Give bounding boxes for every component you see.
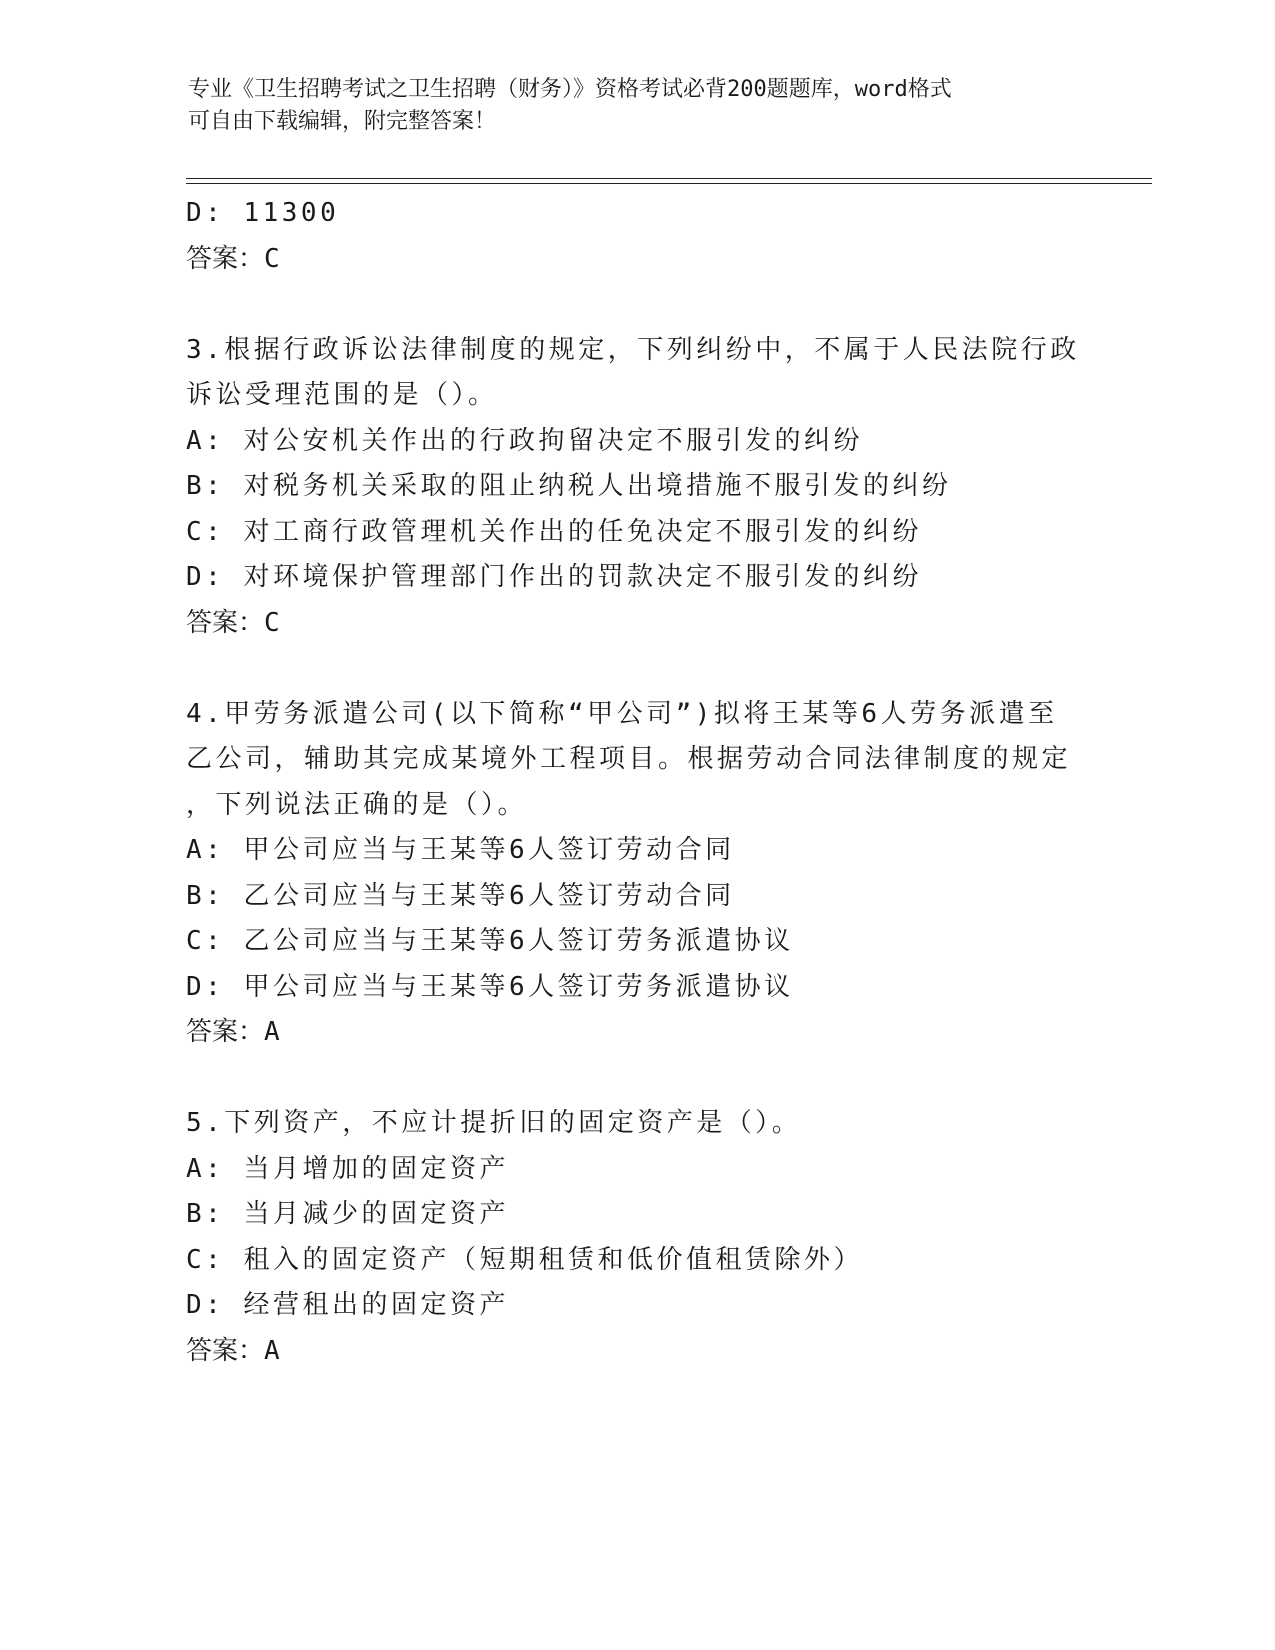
question-3 xyxy=(186,328,1086,647)
question-text: 3.根据行政诉讼法律制度的规定，下列纠纷中，不属于人民法院行政 xyxy=(186,334,1080,365)
option-b: B: 对税务机关采取的阻止纳税人出境措施不服引发的纠纷 xyxy=(186,471,952,501)
option-c: C: 租入的固定资产（短期租赁和低价值租赁除外） xyxy=(186,1244,863,1275)
option-d: D: 11300 xyxy=(186,198,340,228)
answer-text: 答案：A xyxy=(186,1335,280,1366)
option-d: D: 经营租出的固定资产 xyxy=(186,1290,509,1320)
header-divider xyxy=(186,183,1152,184)
page-header xyxy=(188,74,1068,138)
spacer xyxy=(186,1056,1086,1102)
header-divider xyxy=(186,178,1152,179)
header-line: 专业《卫生招聘考试之卫生招聘（财务）》资格考试必背200题题库，word格式 xyxy=(188,77,952,102)
answer-text: 答案：A xyxy=(186,1017,280,1047)
answer-text: 答案：C xyxy=(186,243,280,274)
option-c: C: 乙公司应当与王某等6人签订劳务派遣协议 xyxy=(186,926,794,956)
question-text: ，下列说法正确的是（）。 xyxy=(186,789,528,820)
option-d: D: 甲公司应当与王某等6人签订劳务派遣协议 xyxy=(186,971,794,1002)
answer-text: 答案：C xyxy=(186,607,280,638)
option-a: A: 对公安机关作出的行政拘留决定不服引发的纠纷 xyxy=(186,425,863,456)
question-4 xyxy=(186,692,1086,1056)
question-list xyxy=(186,191,1086,1374)
question-text: 5.下列资产，不应计提折旧的固定资产是（）。 xyxy=(186,1108,802,1138)
option-d: D: 对环境保护管理部门作出的罚款决定不服引发的纠纷 xyxy=(186,562,922,592)
question-2-tail xyxy=(186,191,1086,282)
option-b: B: 乙公司应当与王某等6人签订劳动合同 xyxy=(186,880,735,911)
spacer xyxy=(186,646,1086,692)
option-b: B: 当月减少的固定资产 xyxy=(186,1199,509,1229)
option-c: C: 对工商行政管理机关作出的任免决定不服引发的纠纷 xyxy=(186,516,922,547)
header-line: 可自由下载编辑，附完整答案！ xyxy=(188,109,497,134)
option-a: A: 当月增加的固定资产 xyxy=(186,1153,509,1184)
question-text: 乙公司，辅助其完成某境外工程项目。根据劳动合同法律制度的规定 xyxy=(186,744,1072,774)
option-a: A: 甲公司应当与王某等6人签订劳动合同 xyxy=(186,835,735,865)
question-5 xyxy=(186,1101,1086,1374)
question-text: 诉讼受理范围的是（）。 xyxy=(186,380,498,410)
spacer xyxy=(186,282,1086,328)
question-text: 4.甲劳务派遣公司(以下简称“甲公司”)拟将王某等6人劳务派遣至 xyxy=(186,698,1058,729)
